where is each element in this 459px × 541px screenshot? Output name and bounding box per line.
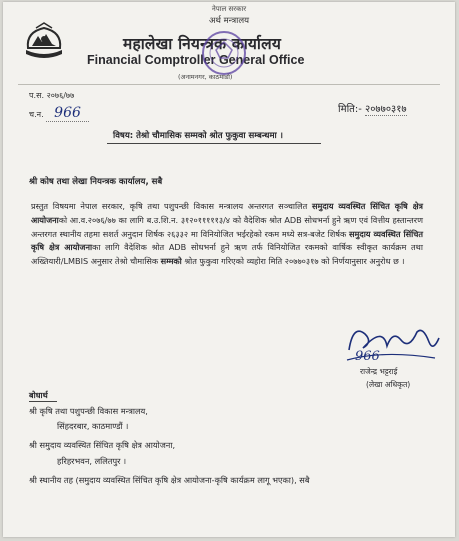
ps-label: प.स. (29, 91, 45, 100)
header-divider (18, 84, 440, 85)
cc-item-1-line-1: श्री कृषि तथा पशुपन्छी विकास मन्त्रालय, (29, 406, 148, 416)
signature-scribble (343, 320, 443, 372)
govt-name: नेपाल सरकार (211, 5, 247, 13)
office-name-english: Financial Comptroller General Office (87, 53, 305, 67)
letter-body (31, 200, 423, 269)
ref-ps (29, 90, 74, 101)
addressee: श्री कोष तथा लेखा नियन्त्रक कार्यालय, सबै (29, 177, 163, 187)
body-part-5: का लागि वैदेशिक श्रोत ADB सोधभर्ना हुने ऋण तर्फ विनियोजित रकमको वार्षिक स्वीकृत कार्यक्रम तथा अख्तियारी/LMBIS अनुसार तेश्रो चौमासिक (31, 242, 423, 267)
ref-cn (29, 105, 89, 121)
cc-heading: बोधार्थ (29, 391, 48, 400)
date-value: २०७७०३१७ (365, 104, 407, 115)
date (338, 101, 407, 115)
project-name-2: समुदाय व्यवस्थित सिंचित कृषि क्षेत्र आयोजना (31, 228, 423, 253)
office-stamp (198, 28, 250, 82)
letter-page (3, 2, 455, 537)
subject-underline (107, 143, 321, 144)
ps-value: २०७६/७७ (46, 91, 75, 100)
handwritten-number: 966 (355, 349, 380, 364)
cc-item-2-line-1: श्री समुदाय व्यवस्थित सिंचित कृषि क्षेत्र आयोजना, (29, 440, 176, 450)
body-part-3: को आ.व.२०७६/७७ का लागि ब.उ.शि.न. ३१२०१११११३/४ को वैदेशिक श्रोत ADB सोधभर्ना हुने ऋण एवं वित्तीय हस्तान्तरण अन्तरगत स्थानीय तहमा सशर्त अनुदान शिर्षक २६३३२ मा विनियोजित भईरहेको रकम मध्ये सत्र-बजेट शिर्षक (31, 214, 423, 239)
cc-item-1-line-2: सिंहदरबार, काठमाण्डौं । (57, 421, 129, 431)
body-part-1: प्रस्तुत विषयमा नेपाल सरकार, कृषि तथा पशुपन्छी विकास मन्त्रालय अन्तरगत सञ्चालित (31, 201, 312, 211)
project-name-1: समुदाय व्यवस्थित सिंचित कृषि क्षेत्र आयोजना (31, 201, 424, 225)
office-name-nepali: महालेखा नियन्त्रक कार्यालय (123, 35, 282, 53)
signer-title: (लेखा अधिकृत) (366, 380, 411, 389)
cn-label: च.न. (29, 110, 44, 119)
subject-line: विषय: तेश्रो चौमासिक सम्मको श्रोत फुकुवा सम्बन्धमा । (113, 131, 283, 141)
signer-name: राजेन्द्र भट्टराई (360, 367, 398, 376)
office-address: (अनामनगर, काठमाडौं) (178, 73, 233, 81)
ministry-name: अर्थ मन्त्रालय (208, 16, 250, 26)
cn-value: 966 (46, 105, 89, 122)
cc-item-2-line-2: हरिहरभवन, ललितपुर । (57, 456, 127, 466)
nepal-emblem-icon (22, 22, 66, 64)
body-part-7: श्रोत फुकुवा गरिएको व्यहोरा मिति २०७७०३१७ को निर्णयानुसार अनुरोध छ । (181, 256, 405, 267)
date-label: मिति:- (338, 104, 362, 115)
cc-underline (29, 401, 57, 402)
period-emphasis: सम्मको (160, 256, 182, 267)
cc-item-3-line-1: श्री स्थानीय तह (समुदाय व्यवस्थित सिंचित कृषि क्षेत्र आयोजना-कृषि कार्यक्रम लागू भएका), सबै (29, 475, 310, 485)
